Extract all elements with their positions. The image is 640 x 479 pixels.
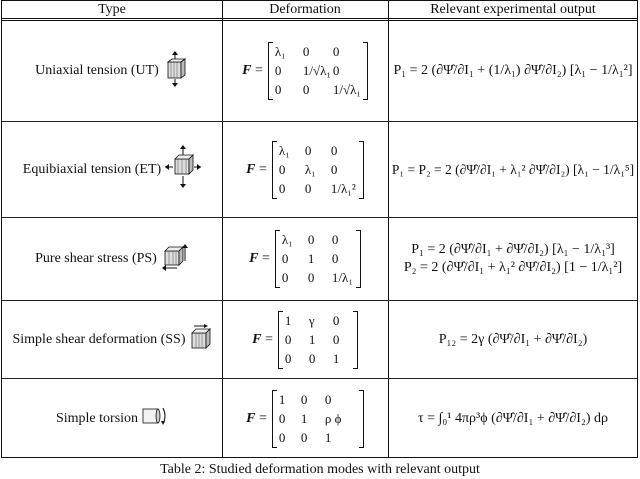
row-torsion-label: Simple torsion	[55, 410, 139, 426]
output-formula: P₂ = 2 (∂Ψ̂/∂I₁ + λ₁² ∂Ψ̂/∂I₂) [1 − 1/λ₁²]	[403, 260, 623, 275]
matrix-cell: 1	[308, 331, 316, 347]
matrix-et	[272, 141, 364, 199]
row-torsion-matrix	[222, 379, 388, 458]
matrix-cell: 0	[278, 180, 286, 196]
matrix-cell: 1	[284, 312, 292, 328]
matrix-cell: 1/λ₁²	[330, 180, 356, 196]
equals-sign: =	[258, 161, 267, 177]
matrix-cell: γ	[308, 312, 315, 328]
matrix-cell: 0	[330, 161, 338, 177]
matrix-cell: λ₁	[274, 44, 286, 59]
output-formula: P₁₂ = 2γ (∂Ψ̂/∂I₁ + ∂Ψ̂/∂I₂)	[438, 331, 588, 347]
matrix-torsion	[272, 390, 364, 448]
equals-sign: =	[264, 331, 273, 347]
row-ut-matrix	[222, 21, 388, 121]
matrix-cell: 0	[302, 82, 310, 97]
matrix-cell: 1	[332, 350, 340, 366]
output-formula: P₁ = 2 (∂Ψ̂/∂I₁ + ∂Ψ̂/∂I₂) [λ₁ − 1/λ₁³]	[411, 242, 615, 257]
output-formula: τ = ∫₀¹ 4πρ³ϕ (∂Ψ̂/∂I₁ + ∂Ψ̂/∂I₂) dρ	[418, 410, 608, 426]
output-formula: P₁ = 2 (∂Ψ̂/∂I₁ + (1/λ₁) ∂Ψ̂/∂I₂) [λ₁ − 1/λ₁²]	[393, 63, 633, 78]
deformation-gradient-symbol: F	[252, 331, 262, 347]
row-ut-output	[388, 21, 638, 121]
row-torsion-type	[2, 379, 222, 458]
matrix-cell: 0	[332, 312, 340, 328]
row-ss-type	[2, 301, 222, 378]
equals-sign: =	[258, 410, 267, 426]
deformation-gradient-symbol: F	[249, 251, 259, 266]
output-formula: P₁ = P₂ = 2 (∂Ψ̂/∂I₁ + λ₁² ∂Ψ̂/∂I₂) [λ₁ − 1/λ₁⁵]	[391, 161, 635, 177]
matrix-cell: λ₁	[278, 142, 290, 158]
row-ps-type	[2, 218, 222, 300]
row-ps-output	[388, 218, 638, 300]
matrix-cell: 0	[331, 232, 339, 247]
matrix-cell: 0	[324, 391, 332, 407]
matrix-cell: 0	[300, 391, 308, 407]
matrix-cell: 0	[278, 161, 286, 177]
matrix-cell: 1	[324, 429, 332, 445]
matrix-cell: 0	[308, 350, 316, 366]
matrix-cell: 0	[307, 270, 315, 285]
matrix-cell: 0	[274, 63, 282, 78]
matrix-cell: 0	[300, 429, 308, 445]
row-ut-type	[2, 21, 222, 121]
matrix-cell: 0	[304, 180, 312, 196]
matrix-ut	[268, 42, 368, 100]
row-ss-matrix	[222, 301, 388, 378]
matrix-cell: 0	[304, 142, 312, 158]
row-et-output	[388, 122, 638, 217]
matrix-cell: λ₁	[304, 161, 316, 177]
header-deformation: Deformation	[269, 2, 341, 17]
row-ut-label: Uniaxial tension (UT)	[35, 63, 159, 78]
cube-pure-shear-icon	[161, 243, 189, 276]
matrix-cell: 0	[284, 350, 292, 366]
matrix-cell: 0	[302, 44, 310, 59]
matrix-cell: 0	[332, 331, 340, 347]
row-ps-matrix	[222, 218, 388, 300]
cube-simple-shear-icon	[190, 324, 212, 355]
row-et-matrix	[222, 122, 388, 217]
matrix-cell: 0	[332, 44, 340, 59]
header-output: Relevant experimental output	[430, 2, 596, 17]
row-ss-output	[388, 301, 638, 378]
cube-uniaxial-icon	[163, 51, 189, 92]
row-torsion-output	[388, 379, 638, 458]
matrix-cell: 0	[274, 82, 282, 97]
matrix-cell: 1/λ₁	[331, 270, 353, 285]
deformation-gradient-symbol: F	[242, 63, 252, 78]
matrix-cell: 1/√λ₁	[332, 82, 361, 97]
matrix-cell: 0	[331, 251, 339, 266]
header-type: Type	[98, 2, 126, 17]
header-rule	[2, 18, 637, 19]
cube-equibiaxial-icon	[165, 145, 201, 194]
matrix-ps	[275, 230, 361, 288]
matrix-cell: 1	[278, 391, 286, 407]
deformation-gradient-symbol: F	[246, 161, 256, 177]
matrix-cell: 0	[281, 251, 289, 266]
matrix-cell: ρ ϕ	[324, 410, 342, 426]
matrix-cell: 1	[300, 410, 308, 426]
matrix-cell: 1/√λ₁	[302, 63, 331, 78]
table-caption: Table 2: Studied deformation modes with relevant output	[160, 462, 480, 477]
matrix-cell: 0	[281, 270, 289, 285]
matrix-cell: 0	[330, 142, 338, 158]
equals-sign: =	[261, 251, 270, 266]
matrix-cell: 0	[332, 63, 340, 78]
row-ss-label: Simple shear deformation (SS)	[12, 331, 186, 347]
matrix-ss	[278, 311, 358, 369]
deformation-gradient-symbol: F	[246, 410, 256, 426]
matrix-cell: 0	[307, 232, 315, 247]
row-et-label: Equibiaxial tension (ET)	[22, 161, 162, 177]
row-ps-label: Pure shear stress (PS)	[35, 251, 157, 266]
cylinder-torsion-icon	[142, 406, 168, 431]
matrix-cell: 0	[278, 429, 286, 445]
matrix-cell: 0	[284, 331, 292, 347]
equals-sign: =	[254, 63, 263, 78]
deformation-table	[1, 0, 638, 458]
matrix-cell: λ₁	[281, 232, 293, 247]
matrix-cell: 0	[278, 410, 286, 426]
row-et-type	[2, 122, 222, 217]
matrix-cell: 1	[307, 251, 315, 266]
